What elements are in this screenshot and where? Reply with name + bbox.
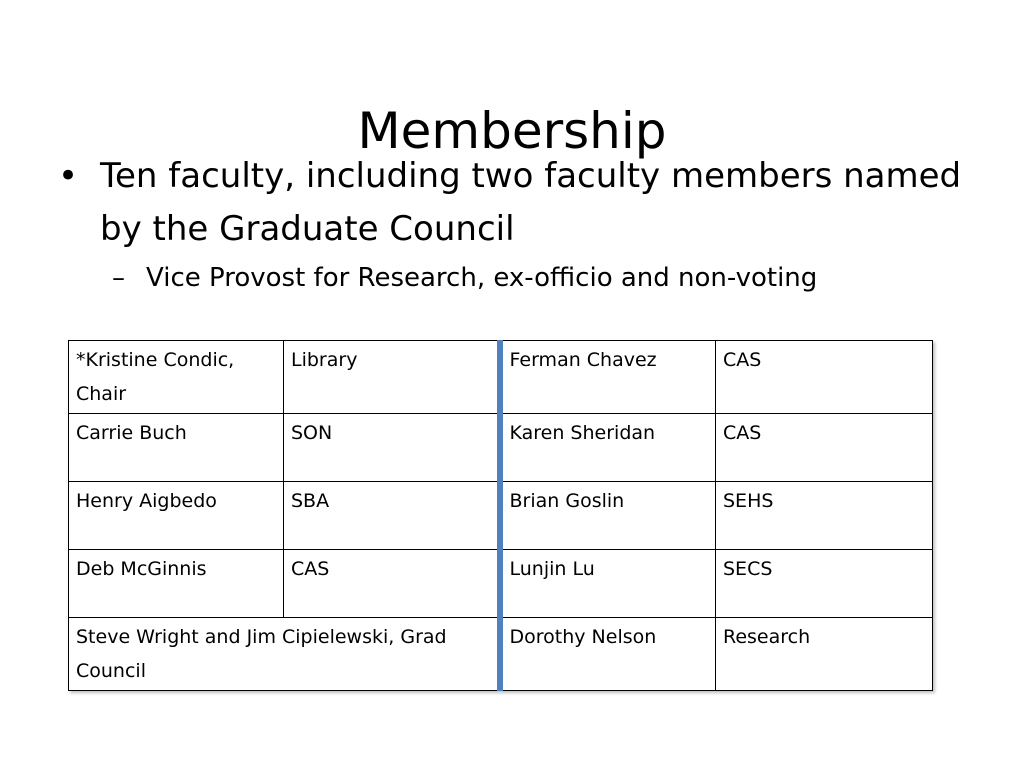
table-row — [69, 550, 933, 618]
sub-bullet-text: Vice Provost for Research, ex-officio and non-voting — [146, 263, 818, 293]
member-unit-cell: Research — [716, 618, 933, 691]
merged-member-cell: Steve Wright and Jim Cipielewski, Grad Council — [69, 618, 500, 691]
member-name-cell: Dorothy Nelson — [500, 618, 716, 691]
member-unit-cell: SEHS — [716, 482, 933, 550]
dash-icon: – — [112, 263, 125, 293]
sub-bullet-item — [58, 258, 978, 298]
member-unit-cell: SBA — [284, 482, 500, 550]
slide-title: Membership — [357, 101, 667, 160]
member-name-cell: *Kristine Condic, Chair — [69, 341, 284, 414]
member-unit-cell: Library — [284, 341, 500, 414]
member-unit-cell: CAS — [716, 414, 933, 482]
table-row — [69, 618, 933, 691]
bullet-dot-icon: • — [58, 156, 79, 196]
member-name-cell: Brian Goslin — [500, 482, 716, 550]
member-unit-cell: SON — [284, 414, 500, 482]
table-row — [69, 482, 933, 550]
member-name-cell: Karen Sheridan — [500, 414, 716, 482]
bullet-list — [58, 150, 978, 298]
membership-table — [68, 340, 933, 691]
member-unit-cell: CAS — [716, 341, 933, 414]
member-name-cell: Henry Aigbedo — [69, 482, 284, 550]
table-row — [69, 341, 933, 414]
member-unit-cell: SECS — [716, 550, 933, 618]
member-unit-cell: CAS — [284, 550, 500, 618]
bullet-text: Ten faculty, including two faculty members named by the Graduate Council — [100, 156, 962, 249]
member-name-cell: Ferman Chavez — [500, 341, 716, 414]
member-name-cell: Lunjin Lu — [500, 550, 716, 618]
table-row — [69, 414, 933, 482]
member-name-cell: Carrie Buch — [69, 414, 284, 482]
bullet-item — [58, 150, 978, 256]
member-name-cell: Deb McGinnis — [69, 550, 284, 618]
